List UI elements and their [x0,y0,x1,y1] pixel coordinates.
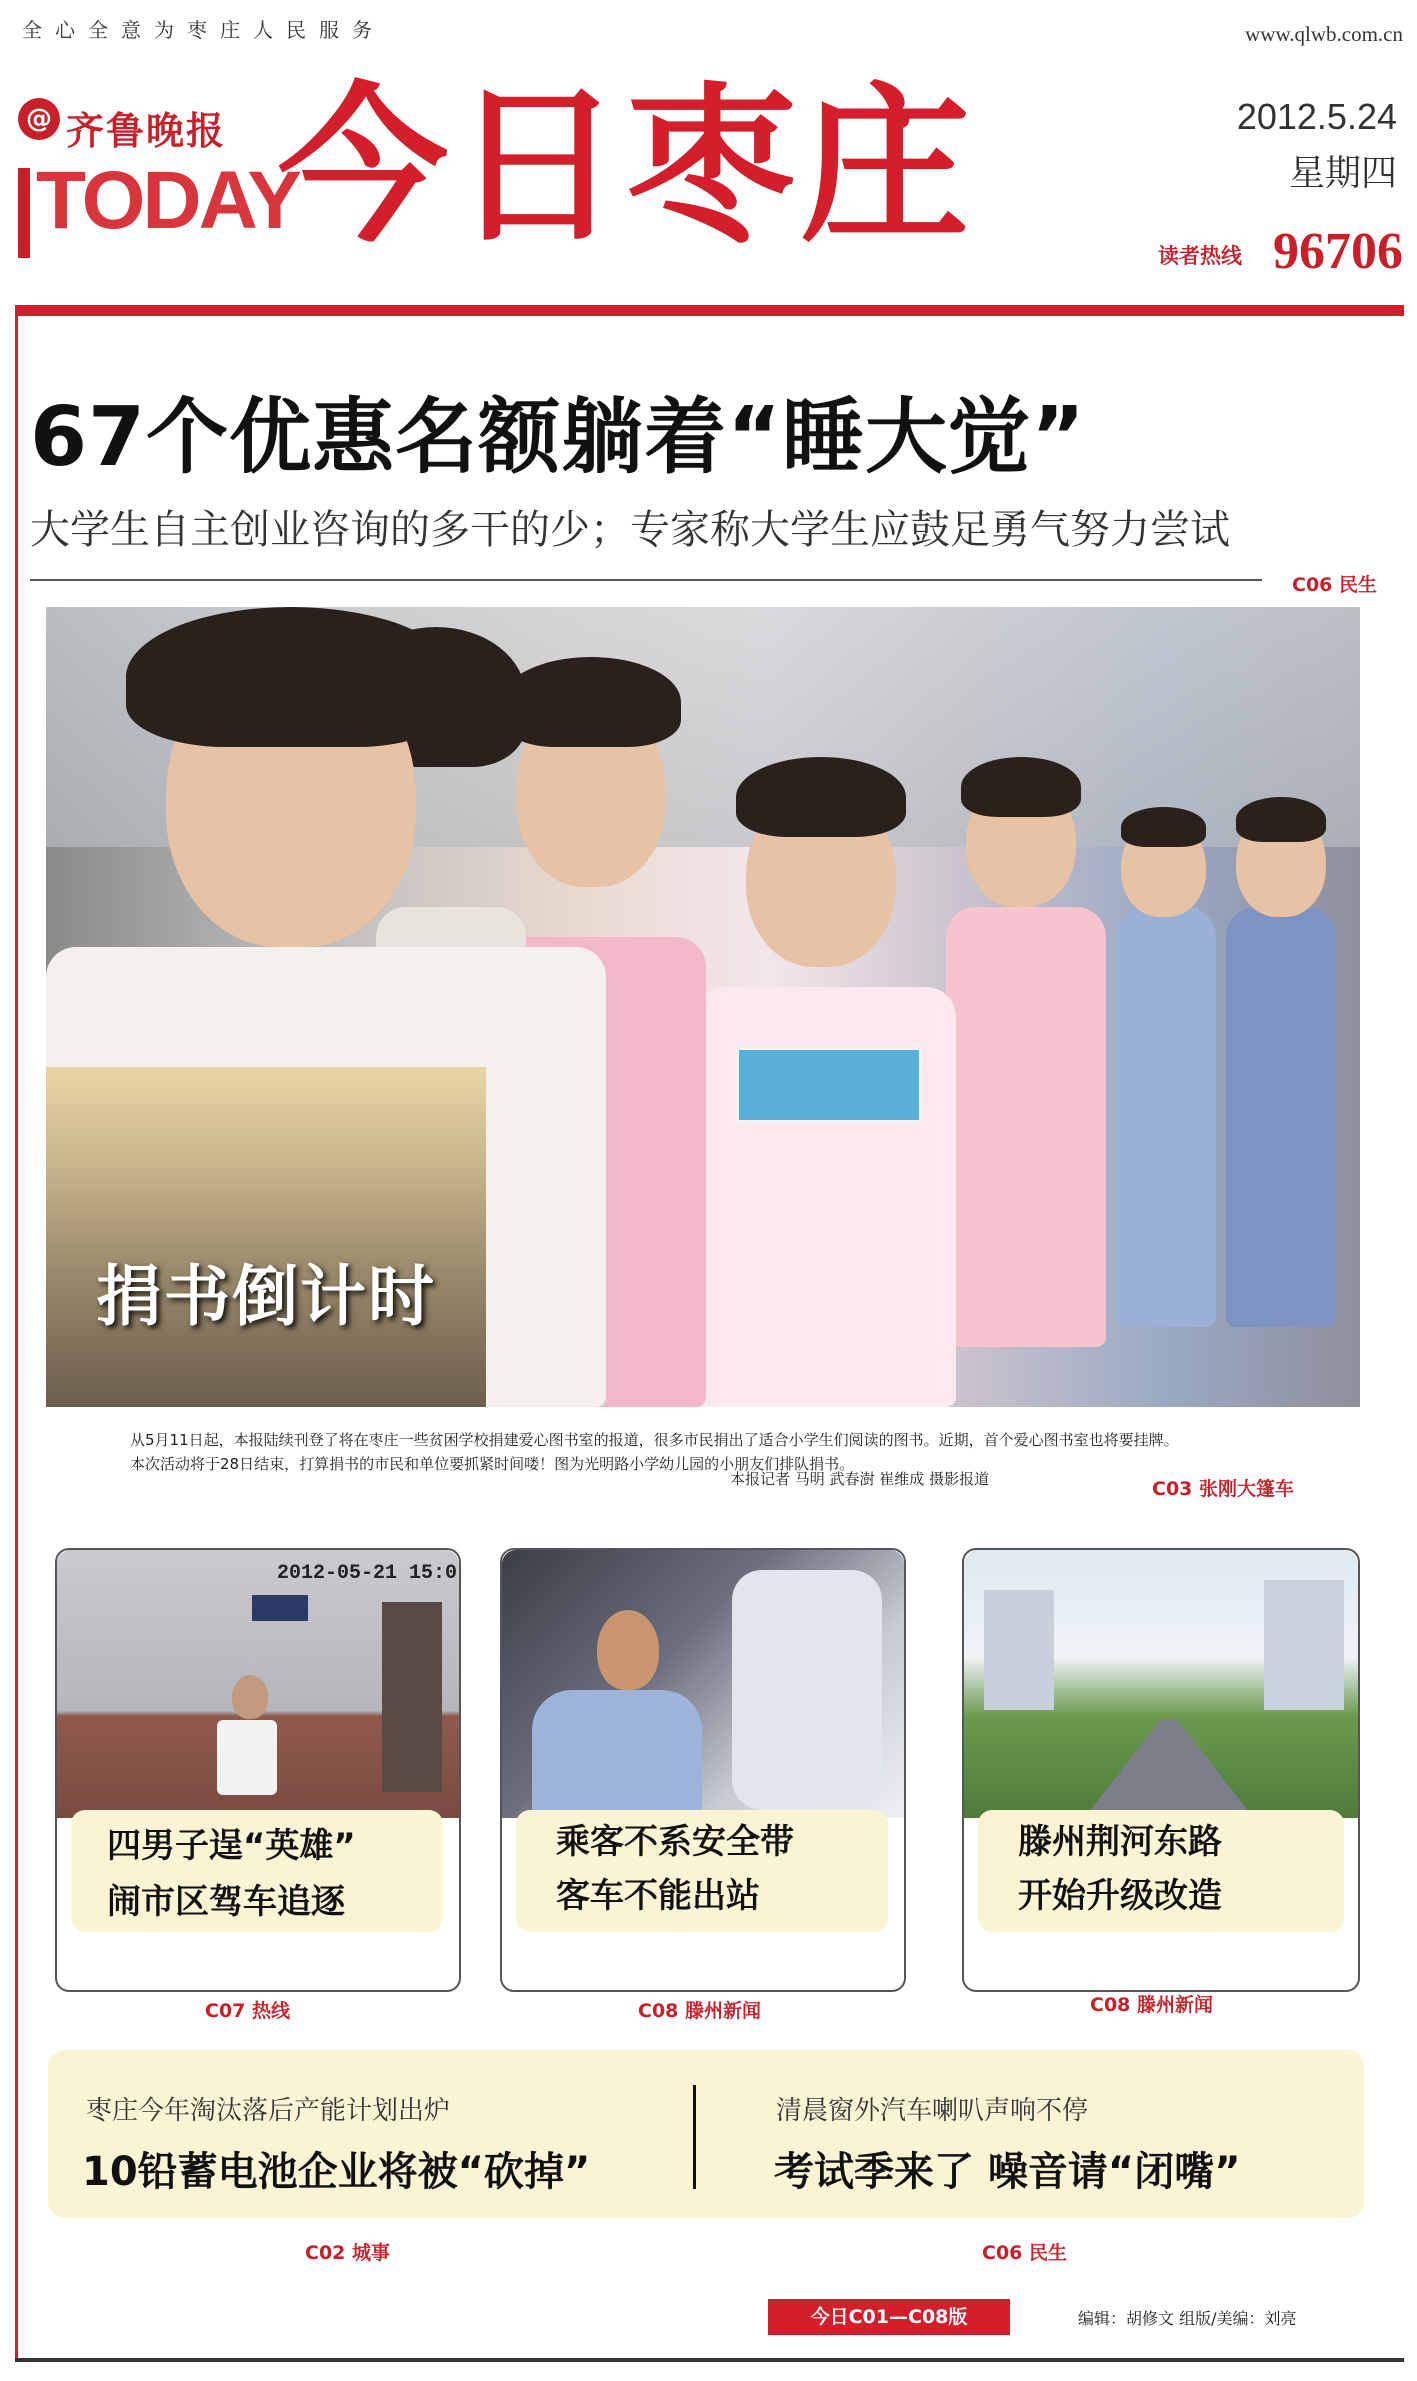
issue-weekday: 星期四 [1288,153,1397,194]
person-icon [232,1675,268,1719]
strip-right-headline[interactable]: 考试季来了 噪音请“闭嘴” [774,2149,1241,2195]
teaser-2-page-ref[interactable]: C08 滕州新闻 [638,2000,761,2022]
teaser-1-text-box [71,1810,443,1932]
teaser-2-photo [502,1550,904,1818]
strip-left-headline[interactable]: 10铅蓄电池企业将被“砍掉” [82,2149,591,2195]
teaser-card-2[interactable] [500,1548,906,1992]
child-figure [1116,907,1216,1327]
hotline-number: 96706 [1273,223,1403,280]
masthead-title: 今日枣庄 [278,68,975,266]
strip-left-page-ref[interactable]: C02 城事 [305,2242,390,2264]
strip-left-subhead: 枣庄今年淘汰落后产能计划出炉 [86,2096,451,2126]
teaser-2-line2: 客车不能出站 [556,1876,760,1916]
headline-rule [30,579,1262,581]
photo-title: 捐书倒计时 [96,1258,436,1335]
logo-emblem-icon: @ [18,98,60,140]
teaser-3-text-box [978,1810,1344,1932]
teaser-1-page-ref[interactable]: C07 热线 [205,2000,290,2022]
wall-sign-icon [252,1595,308,1621]
lead-subhead: 大学生自主创业咨询的多干的少；专家称大学生应鼓足勇气努力尝试 [30,507,1230,553]
issue-date: 2012.5.24 [1236,96,1397,137]
teaser-3-line2: 开始升级改造 [1018,1876,1222,1916]
teaser-1-photo [57,1550,459,1818]
teaser-1-line1: 四男子逞“英雄” [107,1826,356,1866]
newspaper-logo [18,98,299,268]
book-stack-icon [46,1067,486,1407]
teaser-card-1[interactable] [55,1548,461,1992]
teaser-card-3[interactable] [962,1548,1360,1992]
cctv-timestamp: 2012-05-21 15:0 [277,1562,458,1585]
lead-headline[interactable]: 67个优惠名额躺着“睡大觉” [30,390,1086,485]
teaser-1-line2: 闹市区驾车追逐 [107,1882,345,1922]
page-range-badge: 今日C01—C08版 [768,2299,1010,2335]
photo-page-ref[interactable]: C03 张刚大篷车 [1152,1478,1294,1500]
logo-vertical-bar [18,168,30,258]
lead-page-ref[interactable]: C06 民生 [1292,574,1377,596]
bottom-rule [15,2358,1404,2362]
header-divider [15,305,1404,316]
child-figure [961,757,1081,817]
teaser-3-photo [964,1550,1358,1818]
logo-chinese-name: 齐鲁晚报 [66,109,227,153]
officer-figure [532,1690,702,1818]
picture-book-icon [736,1047,922,1123]
child-figure [946,907,1106,1347]
teaser-2-text-box [516,1810,888,1932]
slogan: 全心全意为枣庄人民服务 [22,18,385,42]
strip-divider [693,2085,696,2189]
building-icon [1264,1580,1344,1710]
bus-seat-icon [732,1570,882,1810]
chair-icon [217,1720,277,1795]
logo-today-text: TODAY [36,155,299,246]
left-border-rule [15,316,18,2361]
child-figure [126,607,456,747]
child-figure [736,757,906,837]
child-figure [501,657,681,747]
main-photo[interactable] [46,607,1360,1407]
strip-right-page-ref[interactable]: C06 民生 [982,2242,1067,2264]
strip-right-subhead: 清晨窗外汽车喇叭声响不停 [776,2096,1089,2126]
child-figure [1226,907,1336,1327]
road-icon [1084,1720,1254,1818]
building-icon [984,1590,1054,1710]
teaser-2-line1: 乘客不系安全带 [556,1822,794,1862]
photo-caption: 从5月11日起，本报陆续刊登了将在枣庄一些贫困学校捐建爱心图书室的报道，很多市民捐出了适合小学生们阅读的图书。近期，首个爱心图书室也将要挂牌。本次活动将于28日结束，打算捐书的市民和单位要抓紧时间喽！图为光明路小学幼儿园的小朋友们排队捐书。 [130,1431,1179,1473]
photo-credit: 本报记者 马明 武春澍 崔维成 摄影报道 [730,1470,990,1488]
website-url[interactable]: www.qlwb.com.cn [1245,22,1403,46]
child-figure [1236,797,1326,842]
editors-credit: 编辑：胡修文 组版/美编：刘亮 [1078,2309,1297,2328]
teaser-3-page-ref[interactable]: C08 滕州新闻 [1090,1994,1213,2016]
door-icon [382,1602,442,1792]
officer-head [597,1610,659,1690]
hotline-label: 读者热线 [1158,244,1242,268]
teaser-3-line1: 滕州荆河东路 [1018,1822,1222,1862]
child-figure [1121,807,1206,847]
